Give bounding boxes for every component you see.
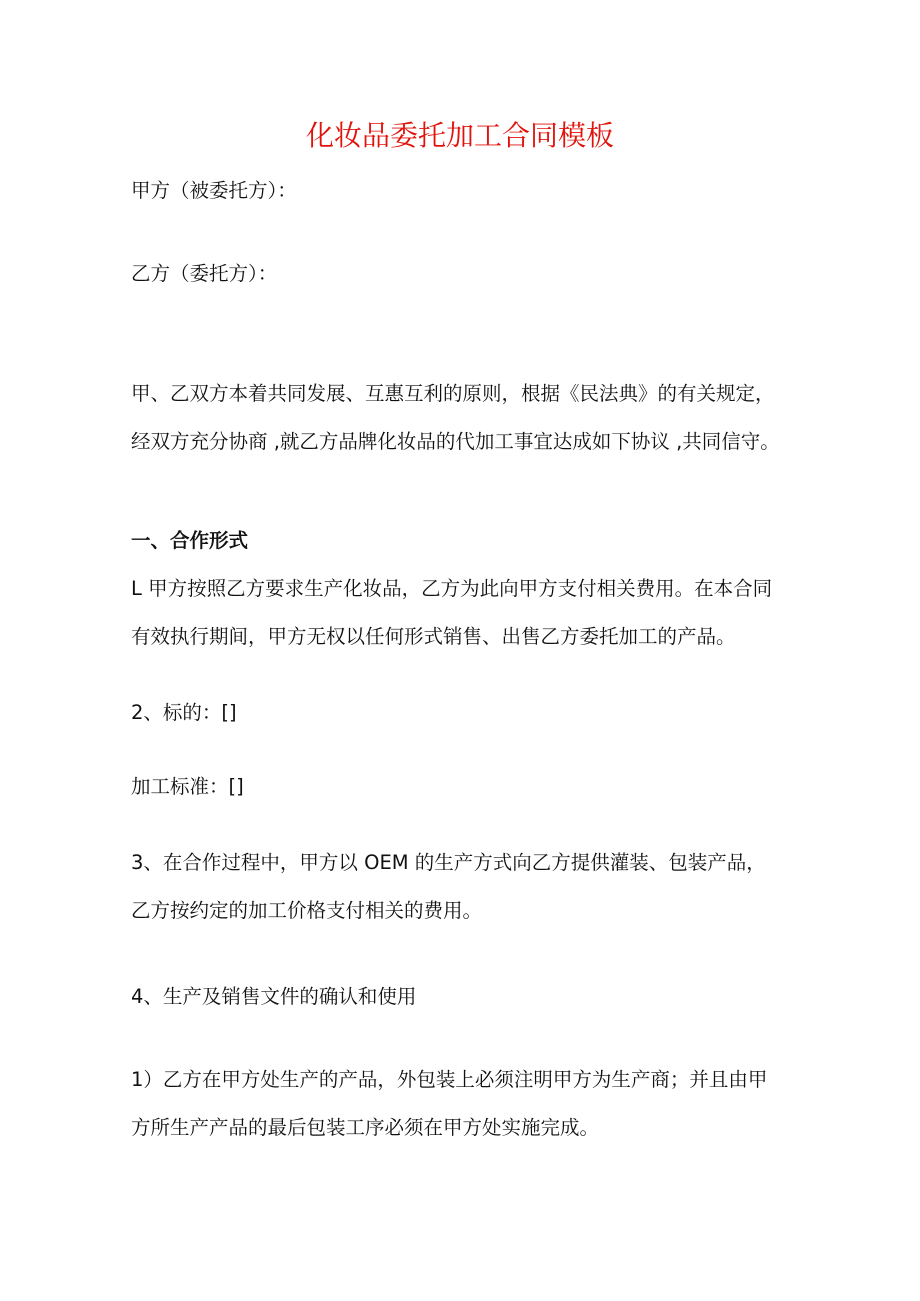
clause-1-line-1: L 甲方按照乙方要求生产化妆品，乙方为此向甲方支付相关费用。在本合同 xyxy=(131,577,773,600)
clause-2-subject: 2、标的：[] xyxy=(131,701,237,724)
clause-3-line-1: 3、在合作过程中，甲方以 OEM 的生产方式向乙方提供灌装、包装产品， xyxy=(131,851,766,874)
clause-4-1-line-1: 1）乙方在甲方处生产的产品，外包装上必须注明甲方为生产商；并且由甲 xyxy=(131,1068,768,1091)
clause-4-1-line-2: 方所生产产品的最后包装工序必须在甲方处实施完成。 xyxy=(131,1116,600,1139)
clause-4-heading: 4、生产及销售文件的确认和使用 xyxy=(131,985,417,1008)
party-b-line: 乙方（委托方）： xyxy=(131,262,278,285)
processing-standard: 加工标准：[] xyxy=(131,775,244,798)
document-title: 化妆品委托加工合同模板 xyxy=(305,119,614,152)
party-a-line: 甲方（被委托方）： xyxy=(131,179,297,202)
intro-line-1: 甲、乙双方本着共同发展、互惠互利的原则，根据《民法典》的有关规定， xyxy=(131,382,775,405)
clause-3-line-2: 乙方按约定的加工价格支付相关的费用。 xyxy=(131,899,483,922)
clause-1-line-2: 有效执行期间，甲方无权以任何形式销售、出售乙方委托加工的产品。 xyxy=(131,625,736,648)
section-heading-cooperation: 一、合作形式 xyxy=(131,529,249,552)
intro-line-2: 经双方充分协商 ,就乙方品牌化妆品的代加工事宜达成如下协议 ,共同信守。 xyxy=(131,430,780,453)
